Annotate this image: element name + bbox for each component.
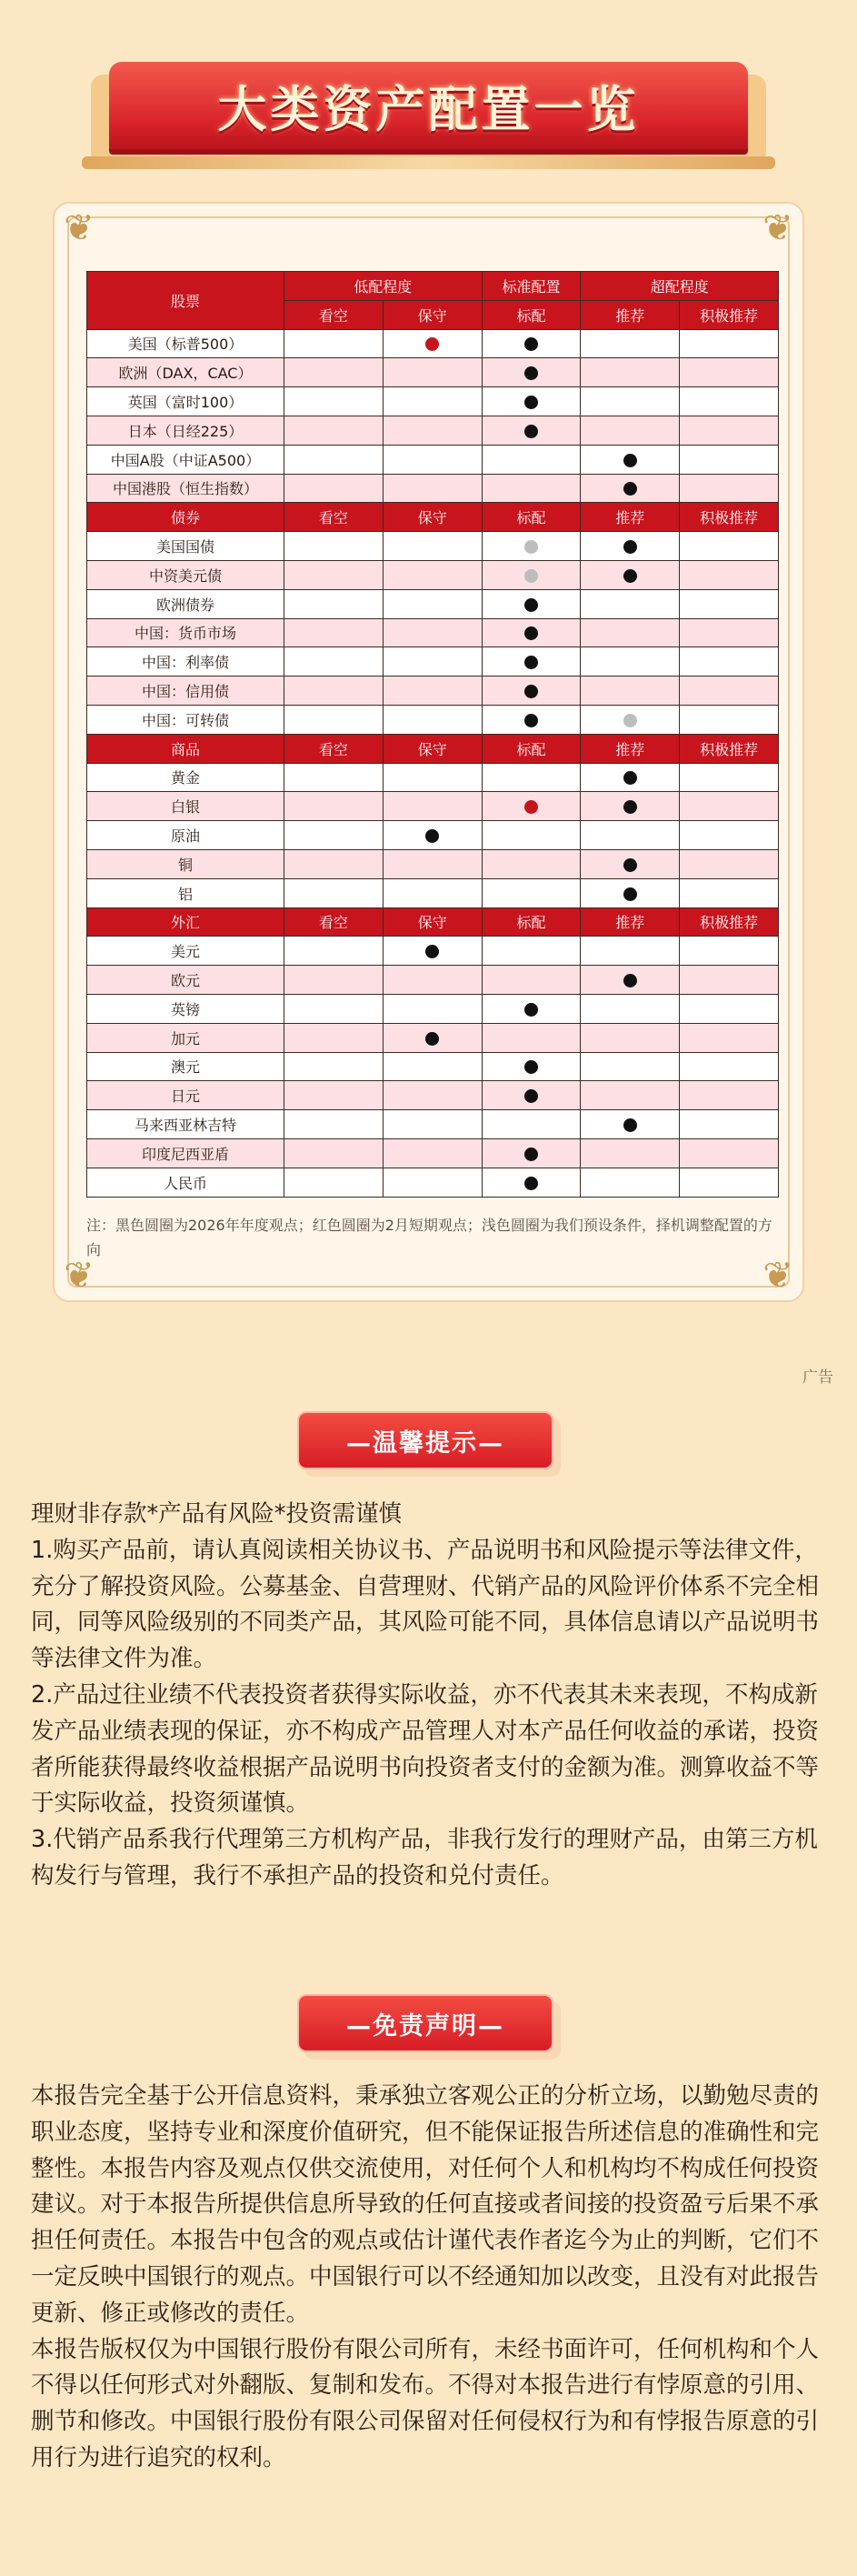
group-header-low: 低配程度 bbox=[284, 272, 483, 301]
rating-cell bbox=[284, 878, 384, 907]
rating-cell bbox=[482, 937, 581, 966]
rating-cell bbox=[482, 878, 581, 907]
asset-label: 美国（标普500） bbox=[87, 329, 284, 358]
rating-cell bbox=[581, 474, 680, 503]
subheader-cell: 看空 bbox=[284, 300, 384, 329]
rating-cell bbox=[680, 647, 779, 677]
rating-cell bbox=[284, 1138, 384, 1168]
tips-line: 1.购买产品前，请认真阅读相关协议书、产品说明书和风险提示等法律文件，充分了解投资风险。公募基金、自营理财、代销产品的风险评价体系不完全相同，同等风险级别的不同类产品，其风险可能不同，具体信息请以产品说明书等法律文件为准。 bbox=[31, 1536, 820, 1673]
rating-cell bbox=[284, 1023, 384, 1052]
title-banner bbox=[82, 55, 775, 177]
banner-base bbox=[82, 156, 775, 169]
asset-label: 黄金 bbox=[87, 763, 284, 792]
rating-cell bbox=[581, 589, 680, 618]
tips-header-label: —温馨提示— bbox=[297, 1411, 553, 1469]
black-circle-icon bbox=[524, 714, 538, 727]
rating-cell bbox=[284, 1081, 384, 1110]
table-row bbox=[87, 387, 779, 416]
black-circle-icon bbox=[524, 1089, 538, 1103]
rating-cell bbox=[284, 329, 384, 358]
table-row bbox=[87, 1110, 779, 1139]
table-header-row bbox=[87, 272, 779, 301]
table-row bbox=[87, 618, 779, 647]
rating-cell bbox=[284, 1168, 384, 1197]
subheader-cell: 标配 bbox=[482, 907, 581, 937]
rating-cell bbox=[383, 1081, 482, 1110]
rating-cell bbox=[284, 387, 384, 416]
black-circle-icon bbox=[623, 1118, 637, 1132]
asset-label: 中国：可转债 bbox=[87, 705, 284, 734]
rating-cell bbox=[581, 358, 680, 387]
rating-cell bbox=[482, 1081, 581, 1110]
disclaimer-text bbox=[31, 2079, 829, 2477]
asset-label: 澳元 bbox=[87, 1052, 284, 1081]
subheader-cell: 积极推荐 bbox=[680, 907, 779, 937]
rating-cell bbox=[482, 1052, 581, 1081]
rating-cell bbox=[680, 1110, 779, 1139]
subheader-cell: 看空 bbox=[284, 734, 384, 763]
rating-cell bbox=[482, 474, 581, 503]
rating-cell bbox=[581, 416, 680, 445]
rating-cell bbox=[383, 1023, 482, 1052]
rating-cell bbox=[680, 329, 779, 358]
rating-cell bbox=[284, 937, 384, 966]
rating-cell bbox=[284, 358, 384, 387]
rating-cell bbox=[284, 821, 384, 850]
corner-ornament-icon: ❦ bbox=[762, 1255, 793, 1297]
rating-cell bbox=[680, 1138, 779, 1168]
subheader-cell: 积极推荐 bbox=[680, 734, 779, 763]
rating-cell bbox=[680, 966, 779, 995]
table-row bbox=[87, 647, 779, 677]
rating-cell bbox=[284, 647, 384, 677]
subheader-cell: 积极推荐 bbox=[680, 503, 779, 532]
rating-cell bbox=[482, 560, 581, 589]
rating-cell bbox=[581, 705, 680, 734]
rating-cell bbox=[482, 1138, 581, 1168]
black-circle-icon bbox=[524, 425, 538, 438]
rating-cell bbox=[680, 474, 779, 503]
rating-cell bbox=[680, 416, 779, 445]
rating-cell bbox=[680, 387, 779, 416]
rating-cell bbox=[284, 677, 384, 706]
rating-cell bbox=[680, 792, 779, 821]
asset-label: 加元 bbox=[87, 1023, 284, 1052]
black-circle-icon bbox=[623, 858, 637, 872]
rating-cell bbox=[482, 618, 581, 647]
disclaimer-line: 本报告版权仅为中国银行股份有限公司所有，未经书面许可，任何机构和个人不得以任何形式对外翻版、复制和发布。不得对本报告进行有悖原意的引用、删节和修改。中国银行股份有限公司保留对任何侵权行为和有悖报告原意的引用行为进行追究的权利。 bbox=[31, 2335, 820, 2471]
table-row bbox=[87, 937, 779, 966]
table-row bbox=[87, 532, 779, 561]
rating-cell bbox=[680, 677, 779, 706]
rating-cell bbox=[482, 445, 581, 474]
table-row bbox=[87, 445, 779, 474]
section-header: 外汇 bbox=[87, 907, 284, 937]
black-circle-icon bbox=[623, 482, 637, 496]
rating-cell bbox=[383, 966, 482, 995]
ad-label: 广告 bbox=[802, 1368, 833, 1387]
rating-cell bbox=[383, 937, 482, 966]
subheader-cell: 保守 bbox=[383, 300, 482, 329]
rating-cell bbox=[581, 1081, 680, 1110]
black-circle-icon bbox=[425, 829, 439, 843]
black-circle-icon bbox=[623, 771, 637, 785]
rating-cell bbox=[680, 1081, 779, 1110]
table-row bbox=[87, 358, 779, 387]
subheader-cell: 标配 bbox=[482, 300, 581, 329]
rating-cell bbox=[680, 763, 779, 792]
black-circle-icon bbox=[623, 800, 637, 814]
rating-cell bbox=[581, 878, 680, 907]
table-row bbox=[87, 416, 779, 445]
corner-ornament-icon: ❦ bbox=[64, 207, 95, 249]
rating-cell bbox=[482, 994, 581, 1023]
rating-cell bbox=[383, 1138, 482, 1168]
table-row bbox=[87, 763, 779, 792]
rating-cell bbox=[383, 416, 482, 445]
rating-cell bbox=[680, 1052, 779, 1081]
rating-cell bbox=[680, 560, 779, 589]
black-circle-icon bbox=[623, 454, 637, 467]
rating-cell bbox=[284, 705, 384, 734]
black-circle-icon bbox=[524, 1148, 538, 1161]
corner-ornament-icon: ❦ bbox=[762, 207, 793, 249]
rating-cell bbox=[680, 589, 779, 618]
rating-cell bbox=[383, 387, 482, 416]
subheader-cell: 看空 bbox=[284, 503, 384, 532]
rating-cell bbox=[284, 994, 384, 1023]
black-circle-icon bbox=[524, 337, 538, 351]
section-header-row bbox=[87, 734, 779, 763]
rating-cell bbox=[581, 329, 680, 358]
light-circle-icon bbox=[524, 569, 538, 583]
red-circle-icon bbox=[524, 800, 538, 814]
table-row bbox=[87, 677, 779, 706]
asset-label: 英镑 bbox=[87, 994, 284, 1023]
rating-cell bbox=[284, 849, 384, 878]
rating-cell bbox=[383, 647, 482, 677]
table-row bbox=[87, 1023, 779, 1052]
tips-line: 2.产品过往业绩不代表投资者获得实际收益，亦不代表其未来表现，不构成新发产品业绩表现的保证，亦不构成产品管理人对本产品任何收益的承诺，投资者所能获得最终收益根据产品说明书向投资者支付的金额为准。测算收益不等于实际收益，投资须谨慎。 bbox=[31, 1680, 820, 1818]
section-header: 股票 bbox=[87, 272, 284, 330]
black-circle-icon bbox=[524, 685, 538, 698]
rating-cell bbox=[680, 821, 779, 850]
rating-cell bbox=[581, 445, 680, 474]
asset-label: 中国：信用债 bbox=[87, 677, 284, 706]
rating-cell bbox=[680, 1168, 779, 1197]
black-circle-icon bbox=[524, 366, 538, 380]
table-row bbox=[87, 1168, 779, 1197]
section-header-row bbox=[87, 907, 779, 937]
subheader-cell: 标配 bbox=[482, 734, 581, 763]
subheader-cell: 标配 bbox=[482, 503, 581, 532]
rating-cell bbox=[680, 1023, 779, 1052]
table-row bbox=[87, 1138, 779, 1168]
rating-cell bbox=[383, 677, 482, 706]
disclaimer-line: 本报告完全基于公开信息资料，秉承独立客观公正的分析立场，以勤勉尽责的职业态度，坚持专业和深度价值研究，但不能保证报告所述信息的准确性和完整性。本报告内容及观点仅供交流使用，对任何个人和机构均不构成任何投资建议。对于本报告所提供信息所导致的任何直接或者间接的投资盈亏后果不承担任何责任。本报告中包含的观点或估计谨代表作者迄今为止的判断，它们不一定反映中国银行的观点。中国银行可以不经通知加以改变，且没有对此报告更新、修正或修改的责任。 bbox=[31, 2082, 820, 2327]
rating-cell bbox=[383, 329, 482, 358]
rating-cell bbox=[680, 849, 779, 878]
page-title: 大类资产配置一览 bbox=[217, 80, 640, 138]
black-circle-icon bbox=[524, 656, 538, 669]
rating-cell bbox=[581, 937, 680, 966]
table-row bbox=[87, 329, 779, 358]
table-row bbox=[87, 849, 779, 878]
rating-cell bbox=[383, 1110, 482, 1139]
black-circle-icon bbox=[623, 540, 637, 554]
asset-label: 马来西亚林吉特 bbox=[87, 1110, 284, 1139]
asset-label: 英国（富时100） bbox=[87, 387, 284, 416]
rating-cell bbox=[680, 705, 779, 734]
disclaimer-header-label: —免责声明— bbox=[297, 1994, 553, 2052]
rating-cell bbox=[482, 589, 581, 618]
rating-cell bbox=[680, 445, 779, 474]
asset-label: 中国A股（中证A500） bbox=[87, 445, 284, 474]
rating-cell bbox=[581, 677, 680, 706]
rating-cell bbox=[284, 474, 384, 503]
tips-line: 理财非存款*产品有风险*投资需谨慎 bbox=[31, 1500, 403, 1528]
subheader-cell: 保守 bbox=[383, 907, 482, 937]
rating-cell bbox=[482, 647, 581, 677]
black-circle-icon bbox=[524, 1060, 538, 1074]
rating-cell bbox=[482, 763, 581, 792]
subheader-cell: 推荐 bbox=[581, 300, 680, 329]
rating-cell bbox=[284, 618, 384, 647]
rating-cell bbox=[482, 821, 581, 850]
rating-cell bbox=[383, 994, 482, 1023]
black-circle-icon bbox=[425, 1032, 439, 1046]
rating-cell bbox=[680, 878, 779, 907]
asset-label: 中国：货币市场 bbox=[87, 618, 284, 647]
asset-label: 美元 bbox=[87, 937, 284, 966]
asset-label: 印度尼西亚盾 bbox=[87, 1138, 284, 1168]
table-row bbox=[87, 821, 779, 850]
allocation-table bbox=[86, 271, 779, 1198]
rating-cell bbox=[680, 937, 779, 966]
rating-cell bbox=[383, 1168, 482, 1197]
rating-cell bbox=[680, 618, 779, 647]
rating-cell bbox=[482, 677, 581, 706]
rating-cell bbox=[482, 849, 581, 878]
asset-label: 欧洲债券 bbox=[87, 589, 284, 618]
black-circle-icon bbox=[524, 396, 538, 409]
rating-cell bbox=[383, 589, 482, 618]
rating-cell bbox=[581, 792, 680, 821]
subheader-cell: 保守 bbox=[383, 503, 482, 532]
rating-cell bbox=[581, 966, 680, 995]
black-circle-icon bbox=[623, 974, 637, 987]
rating-cell bbox=[284, 532, 384, 561]
rating-cell bbox=[581, 647, 680, 677]
rating-cell bbox=[482, 705, 581, 734]
rating-cell bbox=[482, 358, 581, 387]
black-circle-icon bbox=[623, 887, 637, 901]
rating-cell bbox=[581, 387, 680, 416]
asset-label: 原油 bbox=[87, 821, 284, 850]
rating-cell bbox=[284, 560, 384, 589]
banner-ribbon bbox=[109, 62, 748, 149]
table-row bbox=[87, 878, 779, 907]
corner-ornament-icon: ❦ bbox=[64, 1255, 95, 1297]
asset-label: 中国：利率债 bbox=[87, 647, 284, 677]
black-circle-icon bbox=[524, 626, 538, 640]
asset-label: 日本（日经225） bbox=[87, 416, 284, 445]
black-circle-icon bbox=[524, 1177, 538, 1190]
rating-cell bbox=[383, 445, 482, 474]
rating-cell bbox=[581, 1138, 680, 1168]
table-row bbox=[87, 705, 779, 734]
rating-cell bbox=[581, 994, 680, 1023]
table-note: 注：黑色圆圈为2026年年度观点；红色圆圈为2月短期观点；浅色圆圈为我们预设条件，择机调整配置的方向 bbox=[86, 1217, 772, 1258]
rating-cell bbox=[680, 532, 779, 561]
subheader-cell: 保守 bbox=[383, 734, 482, 763]
rating-cell bbox=[581, 1110, 680, 1139]
tips-line: 3.代销产品系我行代理第三方机构产品，非我行发行的理财产品，由第三方机构发行与管理，我行不承担产品的投资和兑付责任。 bbox=[31, 1826, 818, 1889]
group-header-over: 超配程度 bbox=[581, 272, 779, 301]
rating-cell bbox=[482, 532, 581, 561]
red-circle-icon bbox=[425, 337, 439, 351]
rating-cell bbox=[284, 1052, 384, 1081]
black-circle-icon bbox=[524, 598, 538, 612]
table-row bbox=[87, 994, 779, 1023]
rating-cell bbox=[581, 618, 680, 647]
table-row bbox=[87, 560, 779, 589]
asset-label: 中国港股（恒生指数） bbox=[87, 474, 284, 503]
table-row bbox=[87, 792, 779, 821]
rating-cell bbox=[581, 1023, 680, 1052]
table-row bbox=[87, 1052, 779, 1081]
rating-cell bbox=[482, 387, 581, 416]
asset-label: 白银 bbox=[87, 792, 284, 821]
light-circle-icon bbox=[524, 540, 538, 554]
rating-cell bbox=[482, 1168, 581, 1197]
light-circle-icon bbox=[623, 714, 637, 727]
rating-cell bbox=[581, 1052, 680, 1081]
rating-cell bbox=[482, 1023, 581, 1052]
rating-cell bbox=[383, 560, 482, 589]
asset-label: 铝 bbox=[87, 878, 284, 907]
rating-cell bbox=[284, 445, 384, 474]
rating-cell bbox=[383, 705, 482, 734]
asset-label: 美国国债 bbox=[87, 532, 284, 561]
disclaimer-header bbox=[297, 1994, 561, 2060]
black-circle-icon bbox=[623, 569, 637, 583]
rating-cell bbox=[383, 821, 482, 850]
rating-cell bbox=[383, 358, 482, 387]
black-circle-icon bbox=[524, 1003, 538, 1017]
tips-text bbox=[31, 1497, 829, 1895]
section-header-row bbox=[87, 503, 779, 532]
rating-cell bbox=[284, 416, 384, 445]
rating-cell bbox=[383, 849, 482, 878]
rating-cell bbox=[680, 994, 779, 1023]
rating-cell bbox=[383, 474, 482, 503]
rating-cell bbox=[482, 792, 581, 821]
rating-cell bbox=[383, 878, 482, 907]
black-circle-icon bbox=[425, 945, 439, 958]
rating-cell bbox=[581, 849, 680, 878]
table-row bbox=[87, 474, 779, 503]
rating-cell bbox=[482, 329, 581, 358]
asset-label: 欧元 bbox=[87, 966, 284, 995]
rating-cell bbox=[383, 1052, 482, 1081]
table-row bbox=[87, 1081, 779, 1110]
rating-cell bbox=[284, 589, 384, 618]
rating-cell bbox=[581, 532, 680, 561]
subheader-cell: 看空 bbox=[284, 907, 384, 937]
tips-header bbox=[297, 1411, 561, 1477]
rating-cell bbox=[581, 821, 680, 850]
subheader-cell: 推荐 bbox=[581, 907, 680, 937]
rating-cell bbox=[482, 1110, 581, 1139]
rating-cell bbox=[482, 966, 581, 995]
group-header-standard: 标准配置 bbox=[482, 272, 581, 301]
table-row bbox=[87, 589, 779, 618]
asset-label: 日元 bbox=[87, 1081, 284, 1110]
asset-label: 中资美元债 bbox=[87, 560, 284, 589]
subheader-cell: 积极推荐 bbox=[680, 300, 779, 329]
rating-cell bbox=[383, 618, 482, 647]
asset-label: 欧洲（DAX，CAC） bbox=[87, 358, 284, 387]
rating-cell bbox=[581, 560, 680, 589]
section-header: 债券 bbox=[87, 503, 284, 532]
asset-label: 铜 bbox=[87, 849, 284, 878]
rating-cell bbox=[383, 792, 482, 821]
rating-cell bbox=[383, 763, 482, 792]
rating-cell bbox=[581, 1168, 680, 1197]
rating-cell bbox=[482, 416, 581, 445]
rating-cell bbox=[383, 532, 482, 561]
rating-cell bbox=[680, 358, 779, 387]
table-row bbox=[87, 966, 779, 995]
rating-cell bbox=[284, 763, 384, 792]
subheader-cell: 推荐 bbox=[581, 503, 680, 532]
allocation-card bbox=[53, 202, 804, 1302]
rating-cell bbox=[581, 763, 680, 792]
asset-label: 人民币 bbox=[87, 1168, 284, 1197]
rating-cell bbox=[284, 966, 384, 995]
section-header: 商品 bbox=[87, 734, 284, 763]
rating-cell bbox=[284, 1110, 384, 1139]
subheader-cell: 推荐 bbox=[581, 734, 680, 763]
rating-cell bbox=[284, 792, 384, 821]
